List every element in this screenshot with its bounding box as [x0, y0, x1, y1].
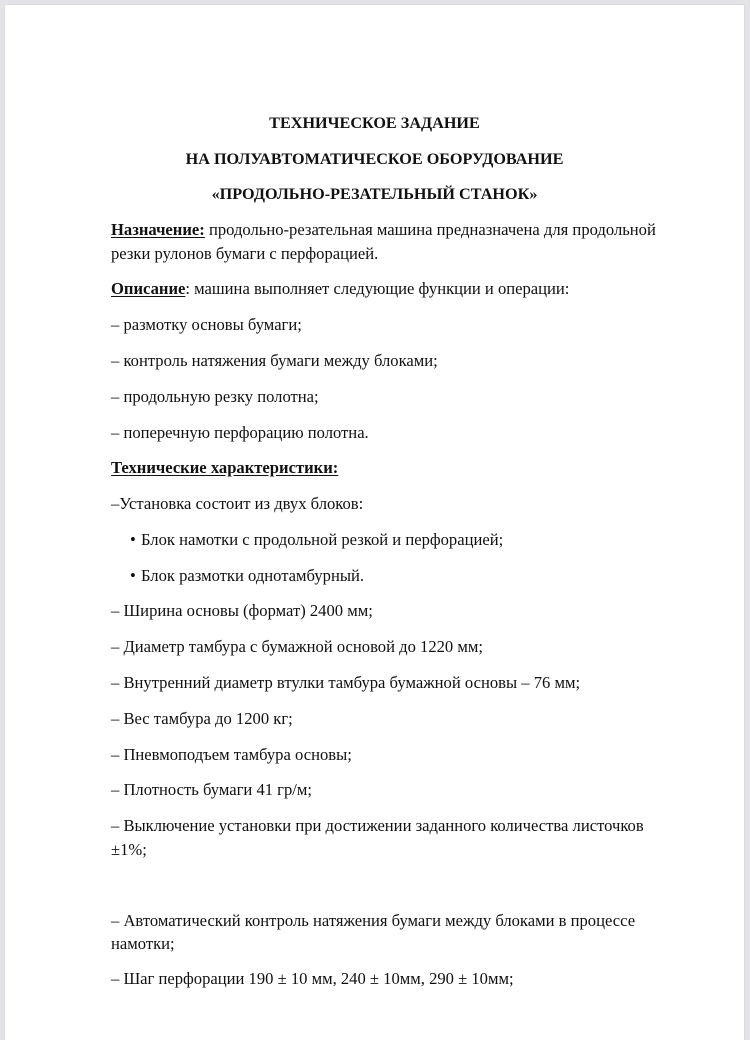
- specs-auto-control-line-2: намотки;: [111, 934, 175, 953]
- description-item: – поперечную перфорацию полотна.: [111, 423, 369, 442]
- description-item: – размотку основы бумаги;: [111, 315, 302, 334]
- document-title-line-1: ТЕХНИЧЕСКОЕ ЗАДАНИЕ: [269, 114, 480, 132]
- bullet-icon: •: [130, 566, 136, 585]
- specs-item: – Пневмоподъем тамбура основы;: [111, 745, 352, 764]
- specs-block-text: Блок размотки однотамбурный.: [141, 566, 365, 585]
- specs-block-text: Блок намотки с продольной резкой и перфорацией;: [141, 530, 504, 549]
- description-item: – продольную резку полотна;: [111, 387, 319, 406]
- specs-shutdown-line-2: ±1%;: [111, 840, 147, 859]
- specs-heading: [111, 457, 338, 479]
- specs-item: – Внутренний диаметр втулки тамбура бумажной основы – 76 мм;: [111, 673, 581, 692]
- description-text: : машина выполняет следующие функции и операции:: [185, 279, 570, 298]
- specs-perforation-step: – Шаг перфорации 190 ± 10 мм, 240 ± 10мм, 290 ± 10мм;: [111, 969, 514, 988]
- purpose-label: Назначение:: [111, 220, 205, 239]
- specs-auto-control-line-1: – Автоматический контроль натяжения бумаги между блоками в процессе: [111, 911, 636, 930]
- specs-item: – Ширина основы (формат) 2400 мм;: [111, 601, 373, 620]
- specs-item: – Вес тамбура до 1200 кг;: [111, 709, 293, 728]
- description-paragraph: [111, 278, 569, 300]
- specs-block-item: [130, 529, 503, 551]
- document-title-line-3: «ПРОДОЛЬНО-РЕЗАТЕЛЬНЫЙ СТАНОК»: [211, 185, 538, 203]
- document-title-line-2: НА ПОЛУАВТОМАТИЧЕСКОЕ ОБОРУДОВАНИЕ: [185, 150, 564, 168]
- specs-composition: –Установка состоит из двух блоков:: [111, 494, 364, 513]
- specs-heading-text: Технические характеристики:: [111, 458, 339, 477]
- description-item: – контроль натяжения бумаги между блоками;: [111, 351, 438, 370]
- description-label: Описание: [111, 279, 186, 298]
- purpose-paragraph-line-2: резки рулонов бумаги с перфорацией.: [111, 244, 379, 263]
- specs-shutdown-line-1: – Выключение установки при достижении заданного количества листочков: [111, 816, 644, 835]
- document-page: [5, 5, 744, 1040]
- purpose-paragraph-line-1: [111, 219, 656, 241]
- specs-item: – Диаметр тамбура с бумажной основой до 1220 мм;: [111, 637, 483, 656]
- bullet-icon: •: [130, 530, 136, 549]
- specs-block-item: [130, 565, 364, 587]
- purpose-text: продольно-резательная машина предназначена для продольной: [204, 220, 656, 239]
- specs-item: – Плотность бумаги 41 гр/м;: [111, 780, 313, 799]
